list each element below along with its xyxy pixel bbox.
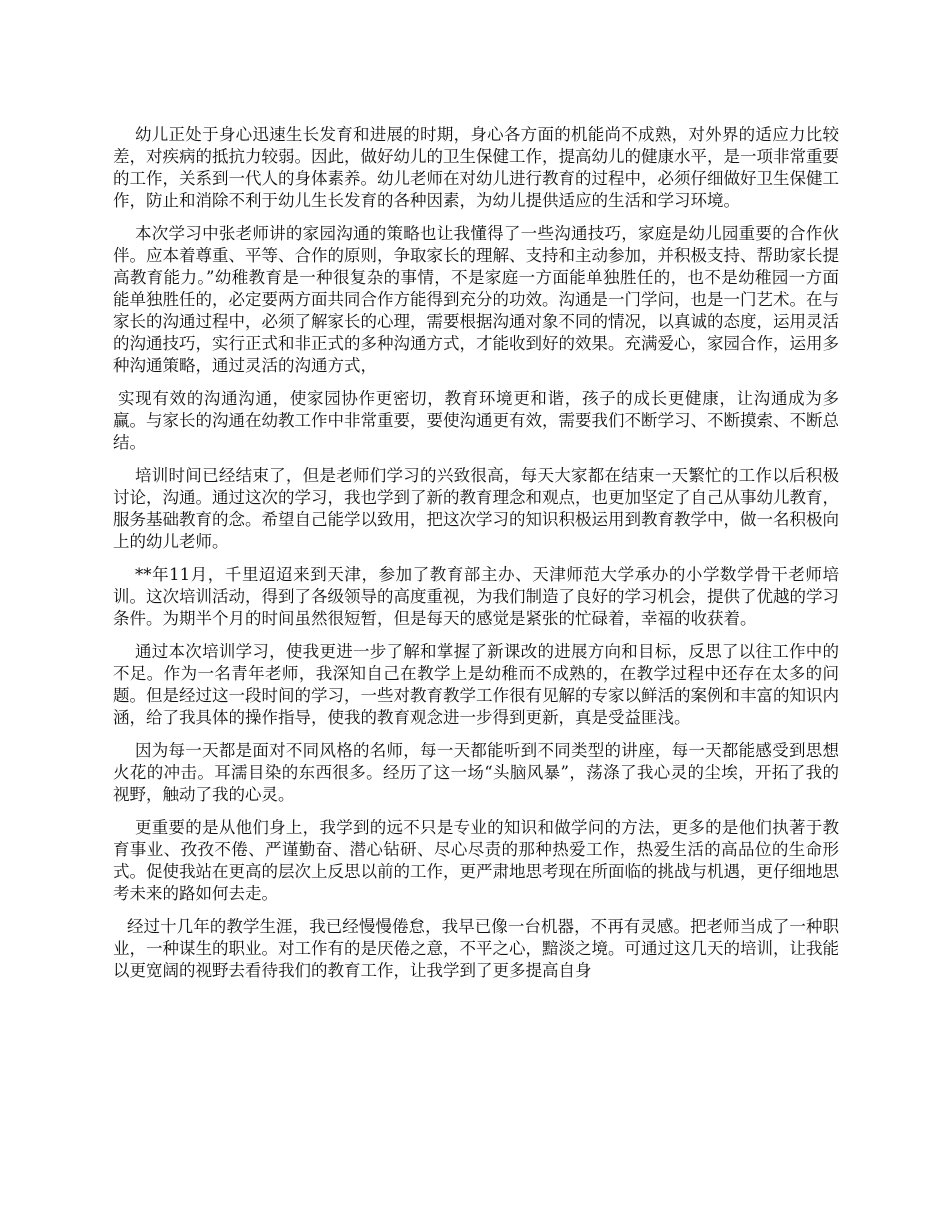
paragraph-1: 幼儿正处于身心迅速生长发育和进展的时期，身心各方面的机能尚不成熟，对外界的适应力比较差，对疾病的抵抗力较弱。因此，做好幼儿的卫生保健工作，提高幼儿的健康水平，是一项非常重要的工作，关系到一代人的身体素养。幼儿老师在对幼儿进行教育的过程中，必须仔细做好卫生保健工作，防止和消除不利于幼儿生长发育的各种因素，为幼儿提供适应的生活和学习环境。 bbox=[113, 125, 839, 210]
paragraph-2: 本次学习中张老师讲的家园沟通的策略也让我懂得了一些沟通技巧，家庭是幼儿园重要的合作伙伴。应本着尊重、平等、合作的原则，争取家长的理解、支持和主动参加，并积极支持、帮助家长提高教育能力。”幼稚教育是一种很复杂的事情，不是家庭一方面能单独胜任的，也不是幼稚园一方面能单独胜任的，必定要两方面共同合作方能得到充分的功效。沟通是一门学问，也是一门艺术。在与家长的沟通过程中，必须了解家长的心理，需要根据沟通对象不同的情况，以真诚的态度，运用灵活的沟通技巧，实行正式和非正式的多种沟通方式，才能收到好的效果。充满爱心，家园合作，运用多种沟通策略，通过灵活的沟通方式， bbox=[113, 224, 839, 375]
paragraph-5: **年11月，千里迢迢来到天津，参加了教育部主办、天津师范大学承办的小学数学骨干老师培训。这次培训活动，得到了各级领导的高度重视，为我们制造了良好的学习机会，提供了优越的学习条件。为期半个月的时间虽然很短暂，但是每天的感觉是紧张的忙碌着，幸福的收获着。 bbox=[113, 565, 839, 628]
paragraph-7: 因为每一天都是面对不同风格的名师，每一天都能听到不同类型的讲座，每一天都能感受到思想火花的冲击。耳濡目染的东西很多。经历了这一场“头脑风暴”，荡涤了我心灵的尘埃，开拓了我的视野，触动了我的心灵。 bbox=[113, 741, 839, 804]
paragraph-9: 经过十几年的教学生涯，我已经慢慢倦怠，我早已像一台机器，不再有灵感。把老师当成了一种职业，一种谋生的职业。对工作有的是厌倦之意，不平之心，黯淡之境。可通过这几天的培训，让我能以更宽阔的视野去看待我们的教育工作，让我学到了更多提高自身 bbox=[113, 917, 839, 980]
paragraph-8: 更重要的是从他们身上，我学到的远不只是专业的知识和做学问的方法，更多的是他们执著于教育事业、孜孜不倦、严谨勤奋、潜心钻研、尽心尽责的那种热爱工作，热爱生活的高品位的生命形式。促使我站在更高的层次上反思以前的工作，更严肃地思考现在所面临的挑战与机遇，更仔细地思考未来的路如何去走。 bbox=[113, 818, 839, 903]
document-body bbox=[113, 124, 839, 993]
paragraph-4: 培训时间已经结束了，但是老师们学习的兴致很高，每天大家都在结束一天繁忙的工作以后积极讨论，沟通。通过这次的学习，我也学到了新的教育理念和观点，也更加坚定了自己从事幼儿教育，服务基础教育的念。希望自己能学以致用，把这次学习的知识积极运用到教育教学中，做一名积极向上的幼儿老师。 bbox=[113, 466, 839, 551]
paragraph-6: 通过本次培训学习，使我更进一步了解和掌握了新课改的进展方向和目标，反思了以往工作中的不足。作为一名青年老师，我深知自己在教学上是幼稚而不成熟的，在教学过程中还存在太多的问题。但是经过这一段时间的学习，一些对教育教学工作很有见解的专家以鲜活的案例和丰富的知识内涵，给了我具体的操作指导，使我的教育观念进一步得到更新，真是受益匪浅。 bbox=[113, 642, 839, 727]
paragraph-3: 实现有效的沟通沟通，使家园协作更密切，教育环境更和谐，孩子的成长更健康，让沟通成为多赢。与家长的沟通在幼教工作中非常重要，要使沟通更有效，需要我们不断学习、不断摸索、不断总结。 bbox=[113, 389, 839, 452]
